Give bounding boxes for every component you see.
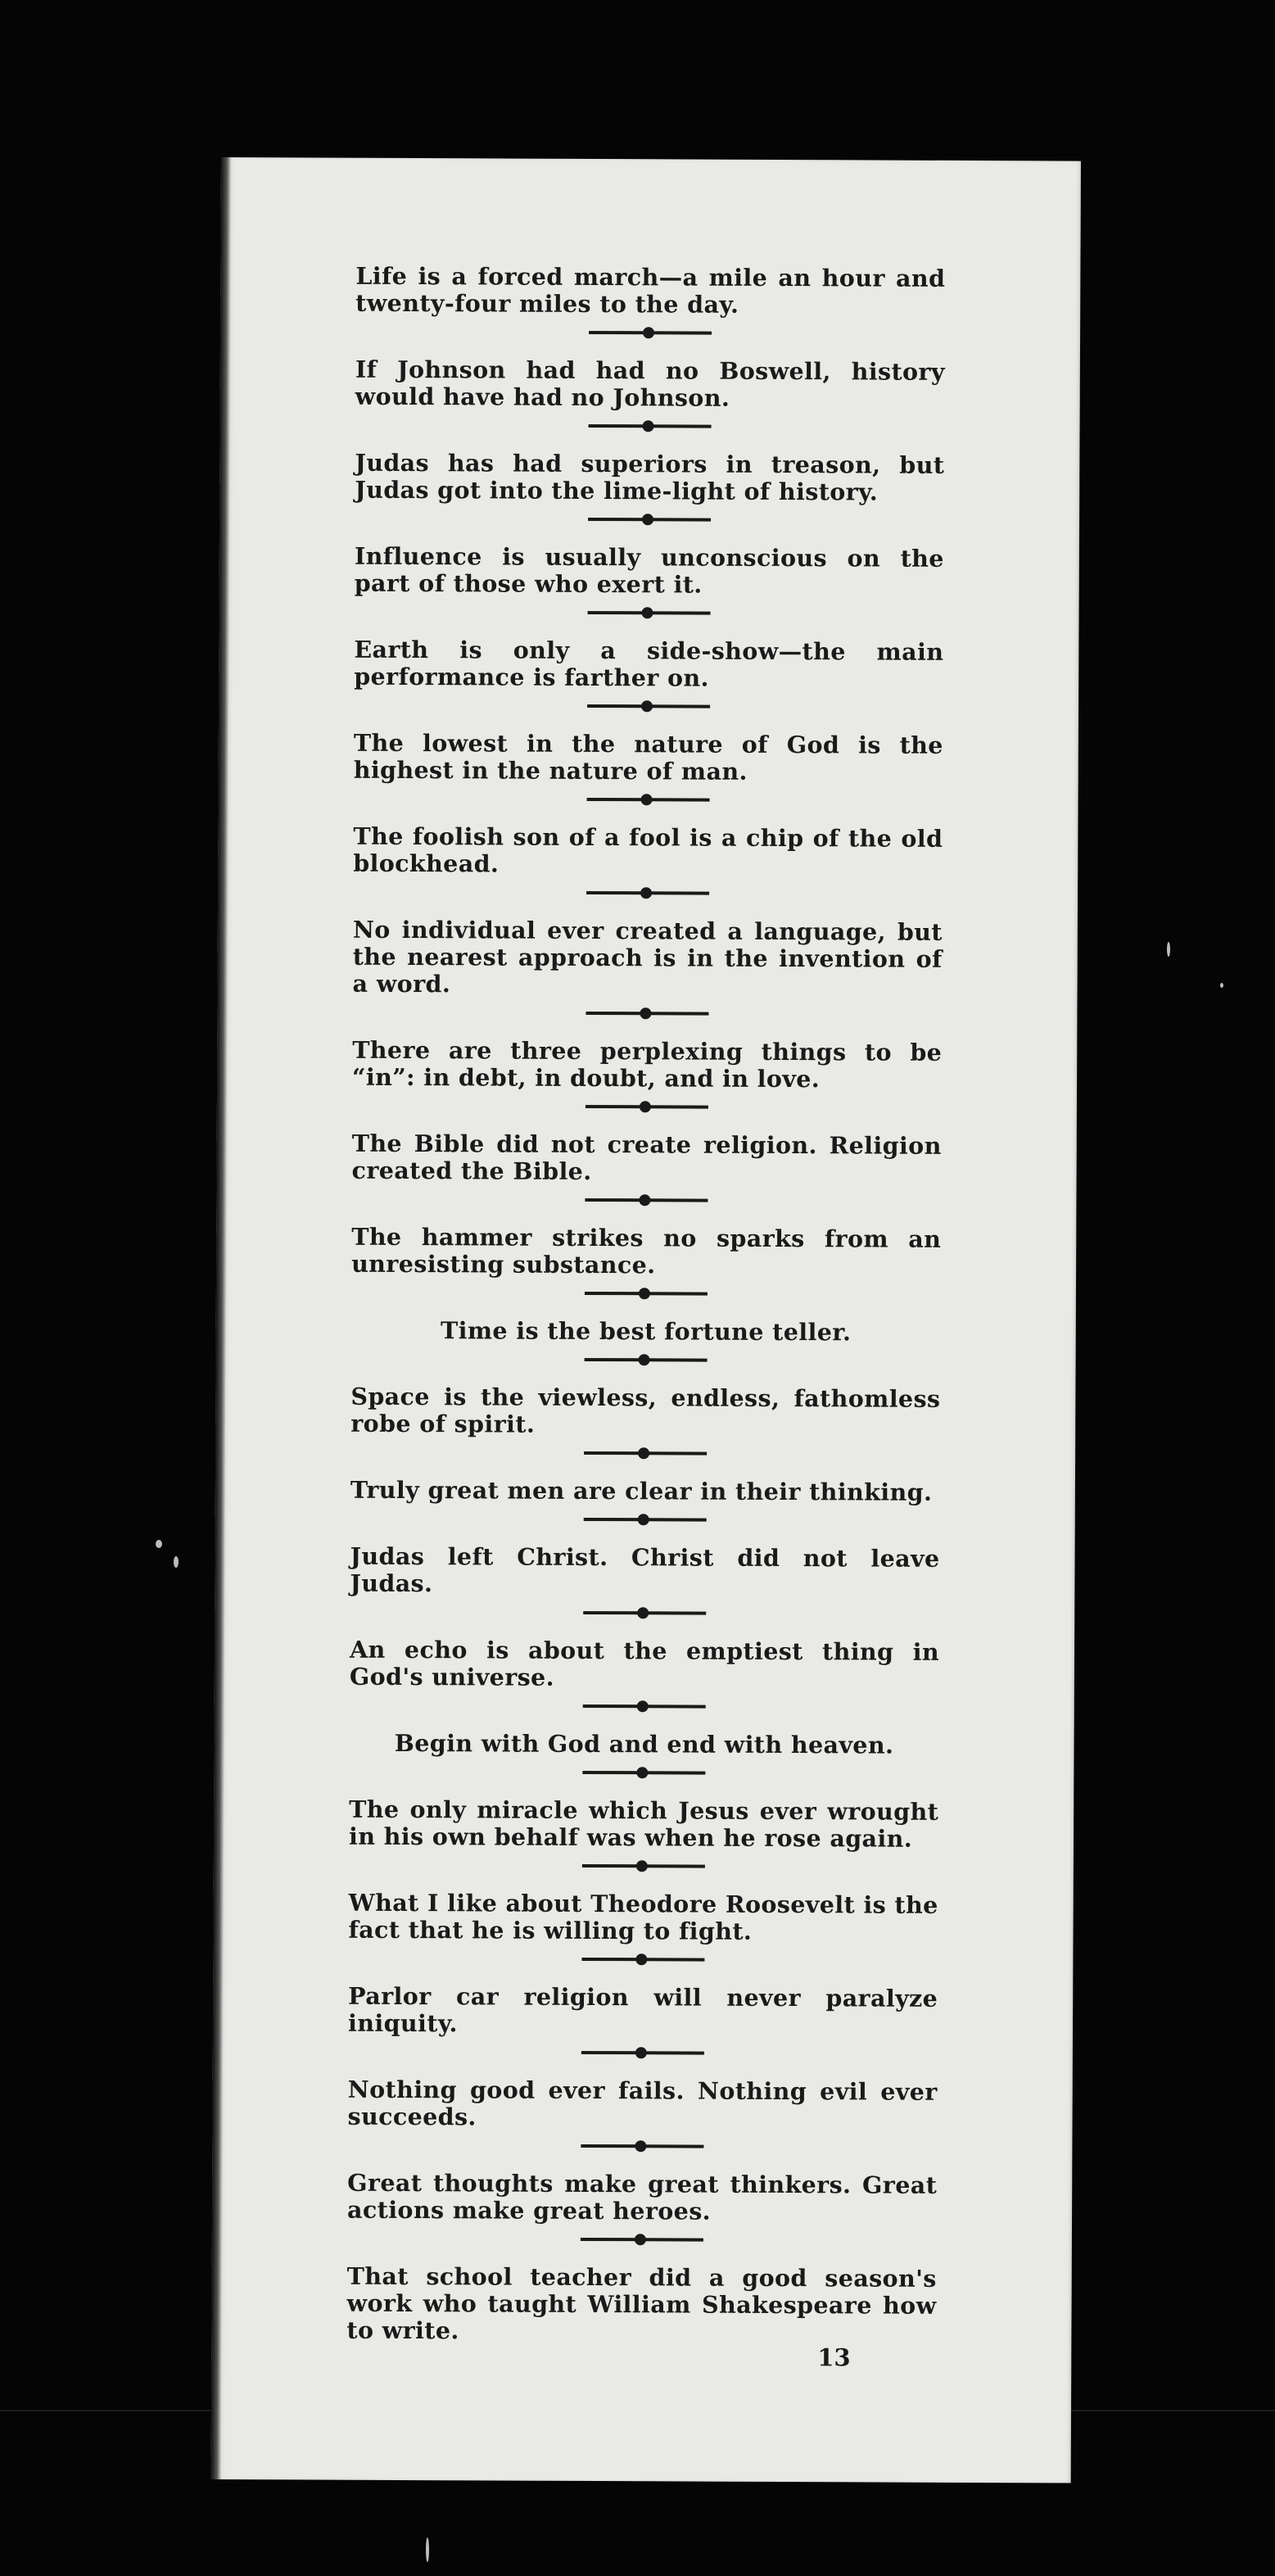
divider [587,798,710,802]
divider-dot [637,1607,649,1618]
divider [582,1864,705,1868]
saying: Influence is usually unconscious on the part of those who exert it. [354,541,944,599]
divider-dot [639,1354,650,1365]
divider [583,1705,706,1709]
divider-dot [642,514,653,525]
divider-dot [641,700,653,712]
divider-dot [637,1700,649,1712]
sayings-column [346,263,945,2347]
divider-dot [636,1767,648,1778]
saying: That school teacher did a good season's work who taught William Shakespeare how to write. [346,2261,937,2345]
saying: Judas left Christ. Christ did not leave Judas. [350,1542,940,1598]
saying: An echo is about the emptiest thing in God's universe. [349,1635,940,1691]
divider-dot [639,1288,650,1299]
divider [581,2144,703,2148]
saying: The hammer strikes no sparks from an unresisting substance. [351,1222,942,1279]
scan-dust [426,2538,429,2562]
saying: Time is the best fortune teller. [441,1316,852,1347]
divider [585,1358,708,1362]
saying: Truly great men are clear in their thinking. [350,1475,933,1506]
saying: Nothing good ever fails. Nothing evil ever succeeds. [347,2075,938,2131]
scan-dust [1220,983,1223,988]
saying: Begin with God and end with heaven. [394,1728,894,1759]
divider-dot [636,1860,648,1872]
divider [588,518,711,522]
divider [584,1518,707,1522]
scan-dust [156,1540,162,1548]
divider [585,1292,708,1296]
saying: The Bible did not create religion. Religion created the Bible. [351,1129,942,1185]
scan-dust [174,1556,179,1568]
saying: There are three perplexing things to be “in”: in debt, in doubt, and in love. [352,1035,943,1093]
saying: If Johnson had had no Boswell, history would have had no Johnson. [355,355,945,412]
divider-dot [635,2140,646,2152]
saying: No individual ever created a language, but the nearest approach is in the invention of a word. [352,915,943,998]
divider [582,1771,705,1775]
divider-dot [635,2234,646,2245]
divider [587,704,710,709]
divider-dot [643,327,654,338]
scan-dust [1167,942,1170,957]
saying: The only miracle which Jesus ever wrought in his own behalf was when he rose again. [348,1795,939,1853]
divider-dot [639,1194,650,1206]
saying: Life is a forced march—a mile an hour and twenty-four miles to the day. [355,261,946,319]
divider-dot [640,1101,651,1112]
saying: What I like about Theodore Roosevelt is the fact that he is willing to fight. [348,1888,938,1945]
saying: Parlor car religion will never paralyze iniquity. [347,1981,938,2038]
divider [584,1451,707,1456]
divider [589,424,712,428]
divider [586,1105,708,1109]
divider-dot [640,1007,651,1019]
saying: Earth is only a side-show—the main performance is farther on. [354,635,944,692]
divider-dot [635,2047,647,2058]
divider [585,1198,708,1202]
divider [586,891,709,895]
divider [588,611,711,615]
divider-dot [641,794,653,805]
saying: The lowest in the nature of God is the highest in the nature of man. [353,728,943,785]
divider [589,331,712,335]
divider-dot [640,887,652,899]
divider [586,1012,708,1016]
saying: Space is the viewless, endless, fathomless robe of spirit. [350,1382,941,1438]
book-page [211,157,1081,2483]
divider-dot [638,1447,649,1459]
divider-dot [635,1954,647,1965]
divider [583,1611,706,1615]
divider-dot [642,607,653,618]
divider-dot [643,420,654,432]
divider-dot [638,1514,649,1525]
divider [581,2238,703,2242]
divider [581,2051,704,2055]
saying: The foolish son of a fool is a chip of the old blockhead. [353,822,943,878]
saying: Great thoughts make great thinkers. Great actions make great heroes. [346,2168,938,2225]
saying: Judas has had superiors in treason, but Judas got into the lime-light of history. [355,448,945,506]
page-number: 13 [817,2343,851,2372]
divider [581,1958,704,1962]
